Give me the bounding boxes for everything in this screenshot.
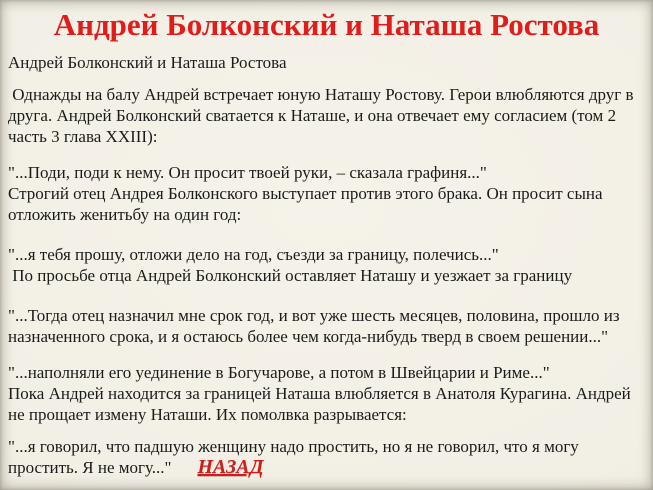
slide-body [0, 45, 653, 478]
paragraph-father-against: Строгий отец Андрея Болконского выступает против этого брака. Он просит сына отложить женитьбу на один год: [8, 184, 607, 224]
slide-title: Андрей Болконский и Наташа Ростова [53, 7, 600, 42]
paragraph-quote-forgive: "...я говорил, что падшую женщину надо простить, но я не говорил, что я могу простить. Я не могу..." [8, 437, 584, 477]
paragraph-intro: Однажды на балу Андрей встречает юную Наташу Ростову. Герои влюбляются друг в друга. Андрей Болконский сватается к Наташе, и она отвечает ему согласием (том 2 часть 3 глава XXIII): [8, 85, 638, 146]
paragraph-quote-postpone: "...я тебя прошу, отложи дело на год, съезди за границу, полечись..." [8, 245, 499, 264]
paragraph-subtitle: Андрей Болконский и Наташа Ростова [8, 53, 287, 72]
paragraph-final [8, 436, 645, 478]
paragraph-leaves-abroad: По просьбе отца Андрей Болконский оставляет Наташу и уезжает за границу [8, 266, 573, 285]
paragraph-quote-term: "...Тогда отец назначил мне срок год, и вот уже шесть месяцев, половина, прошло из назначенного срока, и я остаюсь более чем когда-нибудь тверд в своем решении..." [8, 306, 624, 346]
paragraph-betrayal: Пока Андрей находится за границей Наташа влюбляется в Анатоля Курагина. Андрей не прощает измену Наташи. Их помолвка разрывается: [8, 384, 635, 424]
paragraph-quote-solitude: "...наполняли его уединение в Богучарове, а потом в Швейцарии и Риме..." [8, 363, 550, 382]
back-link[interactable]: НАЗАД [197, 456, 264, 478]
paragraph-quote-countess: "...Поди, поди к нему. Он просит твоей руки, – сказала графиня..." [8, 163, 487, 182]
